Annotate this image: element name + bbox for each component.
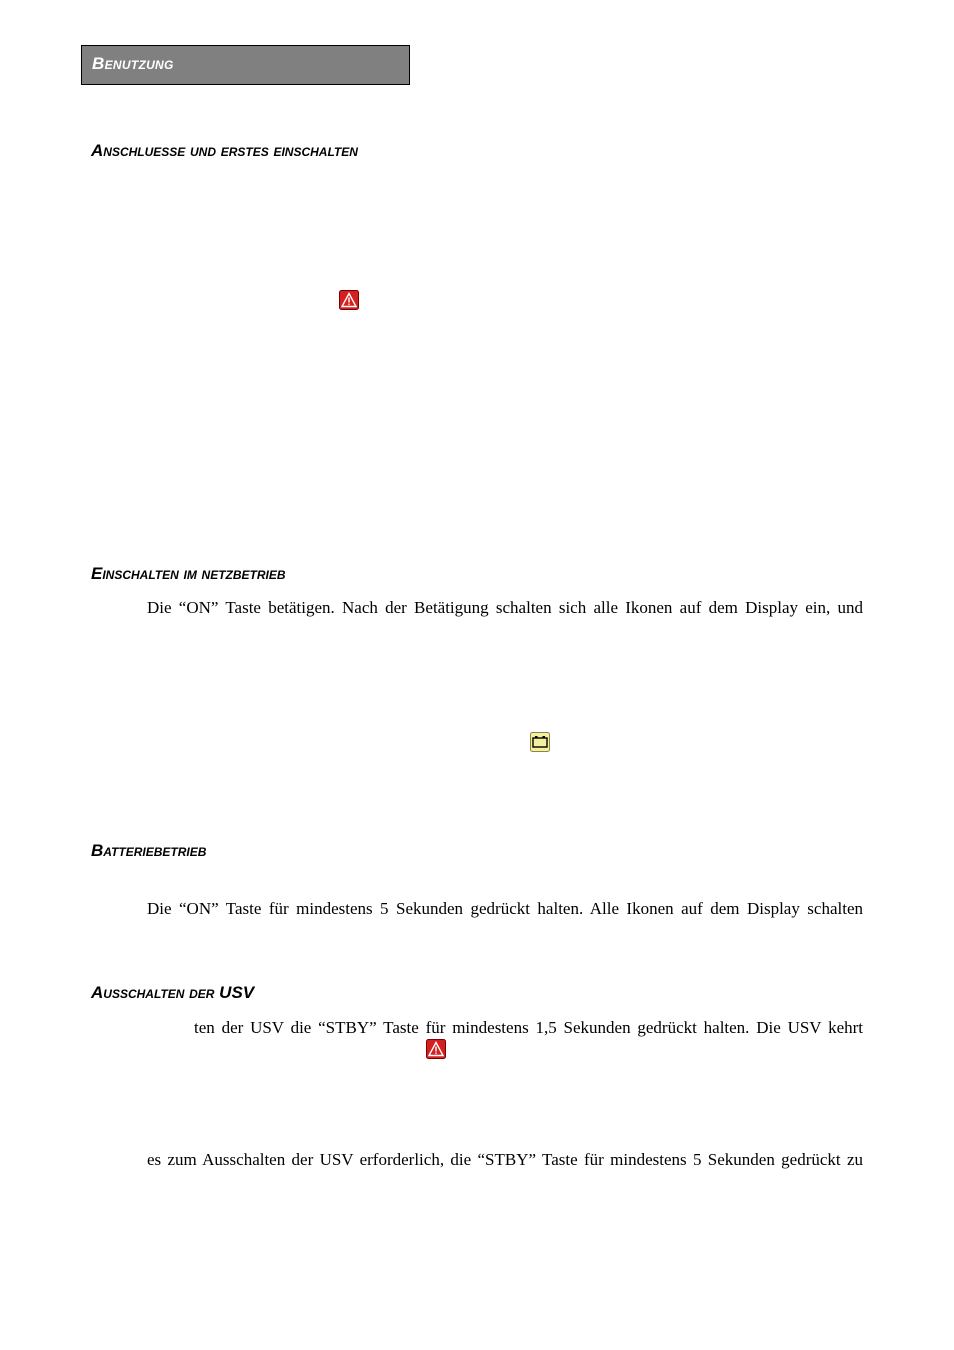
battery-icon	[530, 732, 550, 752]
paragraph-shutdown-2: es zum Ausschalten der USV erforderlich, die “STBY” Taste für mindestens 5 Sekunden gedrückt zu	[147, 1150, 863, 1169]
section-banner	[81, 45, 410, 85]
warning-triangle-icon	[339, 290, 359, 310]
paragraph-battery-mode: Die “ON” Taste für mindestens 5 Sekunden gedrückt halten. Alle Ikonen auf dem Display schalten	[147, 899, 863, 918]
heading-connections: Anschluesse und erstes einschalten	[91, 141, 358, 160]
warning-triangle-icon	[426, 1039, 446, 1059]
heading-battery-mode: Batteriebetrieb	[91, 841, 207, 860]
paragraph-mains-on: Die “ON” Taste betätigen. Nach der Betätigung schalten sich alle Ikonen auf dem Display ein, und	[147, 598, 863, 617]
section-title: Benutzung	[92, 54, 174, 73]
paragraph-shutdown-1: ten der USV die “STBY” Taste für mindestens 1,5 Sekunden gedrückt halten. Die USV kehrt	[194, 1018, 863, 1037]
heading-shutdown-ups: Ausschalten der USV	[91, 983, 255, 1002]
heading-mains-on: Einschalten im netzbetrieb	[91, 564, 286, 583]
